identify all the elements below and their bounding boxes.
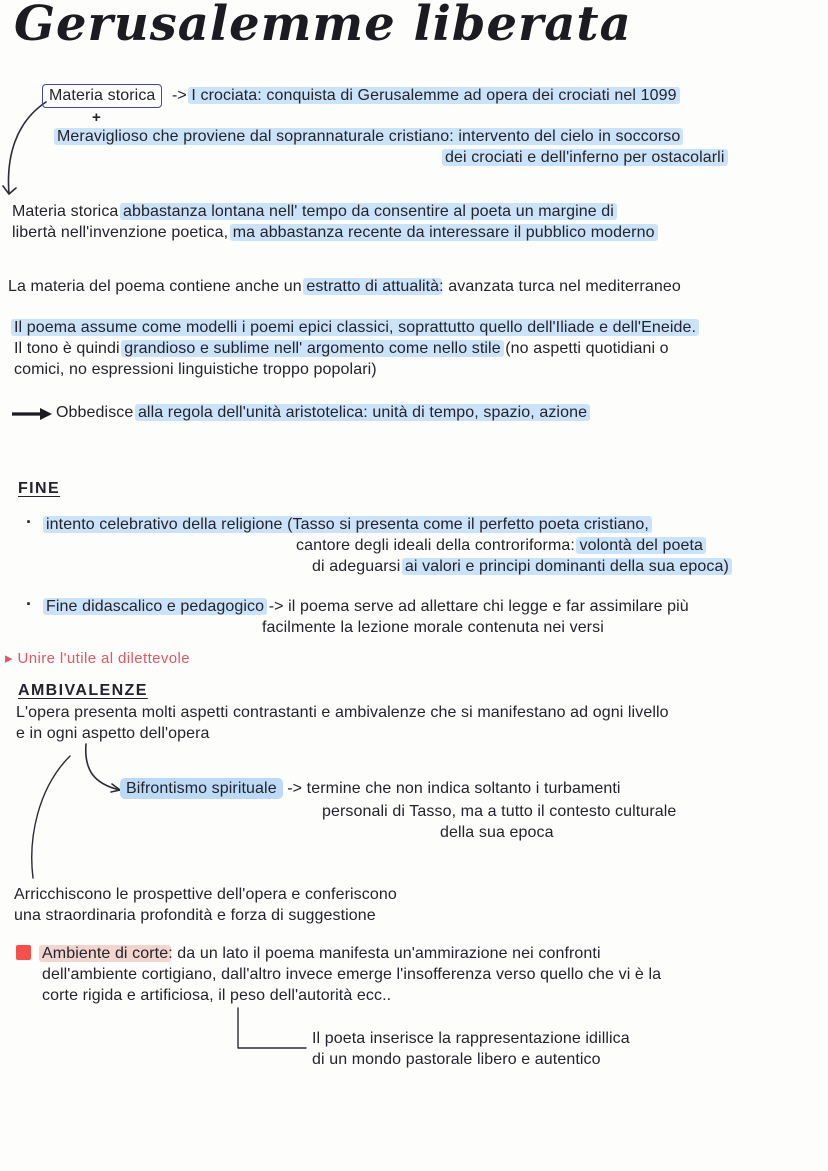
fine-b2-plain-1: -> il poema serve ad allettare chi legge e far assimilare più — [264, 598, 689, 615]
red-note-text: Unire l'utile al dilettevole — [17, 650, 190, 667]
fine-bullet1-line-1 — [46, 514, 649, 535]
curved-arrow-down-left — [0, 96, 70, 206]
corte-line-3: corte rigida e artificiosa, il peso dell'autorità ecc.. — [42, 987, 392, 1004]
red-note-line — [5, 648, 190, 669]
modelli-hl-2: grandioso e sublime nell' argomento come nello stile — [124, 340, 501, 357]
fine-bullet1-line-3 — [312, 556, 729, 577]
red-square-icon — [16, 945, 31, 960]
plus-sign: + — [92, 109, 101, 126]
meraviglioso-text-2: dei crociati e dell'inferno per ostacolarli — [445, 149, 725, 166]
pastorale-line-1: Il poeta inserisce la rappresentazione idillica — [312, 1030, 630, 1047]
meraviglioso-line-1 — [57, 126, 680, 147]
lontananza-line-2 — [12, 222, 655, 243]
modelli-line-2 — [14, 338, 669, 359]
thick-right-arrow-icon — [12, 406, 52, 422]
bifrontismo-text-1: -> termine che non indica soltanto i turbamenti — [287, 780, 621, 797]
ambivalenze-para-line-2: e in ogni aspetto dell'opera — [16, 725, 210, 742]
page-title: Gerusalemme liberata — [14, 0, 632, 52]
unita-line — [56, 402, 587, 423]
arricchiscono-line-1: Arricchiscono le prospettive dell'opera e conferiscono — [14, 886, 397, 903]
fine-bullet2-line-2: facilmente la lezione morale contenuta nei versi — [262, 619, 604, 636]
meraviglioso-text-1: Meraviglioso che proviene dal soprannaturale cristiano: intervento del cielo in soccorso — [57, 128, 681, 145]
unita-hl: alla regola dell'unità aristotelica: unità di tempo, spazio, azione — [137, 404, 588, 421]
modelli-hl-1: Il poema assume come modelli i poemi epici classici, soprattutto quello dell'Iliade e dell'Eneide. — [14, 319, 697, 336]
fine-b1-hl-1: intento celebrativo della religione (Tasso si presenta come il perfetto poeta cristiano, — [46, 516, 649, 533]
fine-b1-hl-2: volontà del poeta — [579, 537, 704, 554]
bifrontismo-label: Bifrontismo spirituale — [120, 778, 283, 799]
attualita-line — [8, 276, 681, 297]
modelli-plain-2: Il tono è quindi — [14, 340, 125, 357]
bullet-dot-1: · — [26, 512, 33, 532]
meraviglioso-line-2 — [445, 147, 725, 168]
ambivalenze-para-line-1: L'opera presenta molti aspetti contrastanti e ambivalenze che si manifestano ad ogni livello — [16, 704, 669, 721]
lontananza-hl-2: ma abbastanza recente da interessare il pubblico moderno — [232, 224, 655, 241]
lontananza-hl-1: abbastanza lontana nell' tempo da consentire al poeta un margine di — [122, 203, 614, 220]
corte-line-2: dell'ambiente cortigiano, dall'altro invece emerge l'insofferenza verso quello che vi è la — [42, 966, 662, 983]
modelli-line-1 — [14, 317, 696, 338]
attualita-post: : avanzata turca nel mediterraneo — [439, 278, 681, 295]
arricchiscono-line-2: una straordinaria profondità e forza di suggestione — [14, 907, 376, 924]
fine-b1-hl-3: ai valori e principi dominanti della sua epoca) — [404, 558, 729, 575]
crociata-text: I crociata: conquista di Gerusalemme ad opera dei crociati nel 1099 — [191, 87, 677, 104]
arrow-glyph: -> — [171, 87, 187, 104]
modelli-post-2: (no aspetti quotidiani o — [500, 340, 669, 357]
lontananza-plain-1: Materia storica — [12, 203, 123, 220]
ambivalenze-heading: AMBIVALENZE — [18, 682, 148, 699]
fine-b1-plain-2: cantore degli ideali della controriforma: — [296, 537, 580, 554]
fine-b2-hl-1: Fine didascalico e pedagogico — [46, 598, 265, 615]
bifrontismo-line-1 — [120, 778, 621, 799]
corte-line-1 — [42, 943, 601, 964]
bracket-connector — [230, 1008, 310, 1056]
fine-b1-plain-3: di adeguarsi — [312, 558, 405, 575]
bullet-dot-2: · — [26, 594, 33, 614]
bifrontismo-line-3: della sua epoca — [440, 824, 554, 841]
corte-label: Ambiente di corte — [42, 945, 169, 962]
materia-storica-box: Materia storica — [42, 84, 162, 108]
corte-text-1: : da un lato il poema manifesta un'ammirazione nei confronti — [168, 945, 601, 962]
lontananza-plain-2: libertà nell'invenzione poetica, — [12, 224, 233, 241]
attualita-hl: estratto di attualità — [306, 278, 440, 295]
fine-bullet1-line-2 — [296, 535, 703, 556]
materia-storica-row — [42, 84, 677, 108]
bifrontismo-line-2: personali di Tasso, ma a tutto il contesto culturale — [322, 803, 677, 820]
fine-bullet2-line-1 — [46, 596, 689, 617]
unita-pre: Obbedisce — [56, 404, 138, 421]
long-curved-connector — [20, 752, 80, 884]
attualita-pre: La materia del poema contiene anche un — [8, 278, 307, 295]
modelli-line-3: comici, no espressioni linguistiche troppo popolari) — [14, 361, 377, 378]
red-triangle-icon: ▸ — [5, 650, 13, 667]
fine-heading: FINE — [18, 480, 61, 497]
lontananza-line-1 — [12, 201, 614, 222]
pastorale-line-2: di un mondo pastorale libero e autentico — [312, 1051, 601, 1068]
